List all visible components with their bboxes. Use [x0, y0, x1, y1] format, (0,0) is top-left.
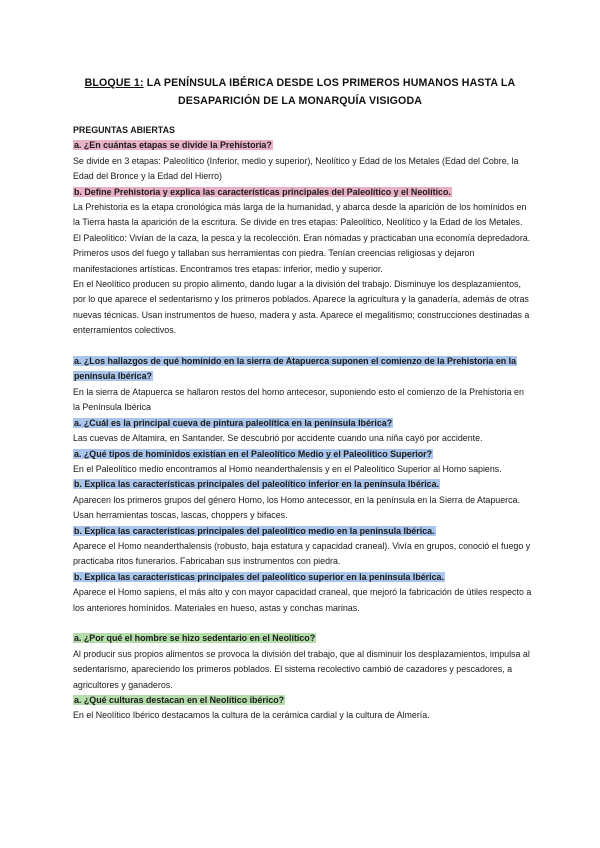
question-text: a. ¿Qué tipos de homínidos existían en el Paleolítico Medio y el Paleolítico Superior? [74, 448, 433, 459]
answer-paragraph: Aparece el Homo sapiens, el más alto y con mayor capacidad craneal, que mejoró la fabricación de útiles respecto a los anteriores homínidos. Materiales en hueso, astas y conchas marinas. [73, 587, 532, 613]
document-body [73, 123, 533, 724]
answer-paragraph: Las cuevas de Altamira, en Santander. Se descubrió por accidente cuando una niña cayó por accidente. [73, 433, 483, 444]
question-heading [73, 631, 533, 646]
question-heading [73, 138, 533, 153]
answer-paragraph: Se divide en 3 etapas: Paleolítico (Inferior, medio y superior), Neolítico y Edad de los Metales (Edad del Cobre, la Edad del Bronce y la Edad del Hierro) [73, 155, 519, 182]
block-spacer [73, 339, 533, 354]
question-heading [73, 524, 533, 539]
question-text: a. ¿Por qué el hombre se hizo sedentario en el Neolítico? [74, 633, 316, 644]
block-spacer [73, 616, 533, 631]
answer-paragraph: El Paleolítico: Vivían de la caza, la pesca y la recolección. Eran nómadas y practicaban una economía depredadora. Primeros usos del fuego y tallaban sus herramientas con piedra. Tenían creencias religiosas y dejaron manifestaciones artísticas. Encontramos tres etapas: inferior, medio y superior. [73, 232, 531, 274]
question-heading [73, 185, 533, 200]
question-text: a. ¿Cuál es la principal cueva de pintura paleolítica en la península Ibérica? [74, 417, 393, 428]
question-heading [73, 693, 533, 708]
answer-paragraph: En el Paleolítico medio encontramos al Homo neanderthalensis y en el Paleolítico Superior al Homo sapiens. [73, 463, 502, 474]
question-heading [73, 570, 533, 585]
answer-paragraph: En el Neolítico producen su propio alimento, dando lugar a la división del trabajo. Disminuye los desplazamientos, por lo que aparece el sedentarismo y los primeros poblados. Aparece la agricultura y la ganadería, además de otras nuevas técnicas. Usan instrumentos de hueso, madera y asta. Aparece el megalitismo; construcciones destinadas a enterramientos colectivos. [73, 279, 530, 336]
title-line-2: DESAPARICIÓN DE LA MONARQUÍA VISIGODA [177, 95, 423, 107]
question-text: a. ¿En cuántas etapas se divide la Prehistoria? [74, 140, 272, 151]
answer-paragraph: Aparecen los primeros grupos del género Homo, los Homo antecessor, en la península en la Sierra de Atapuerca. Usan herramientas toscas, lascas, choppers y bifaces. [73, 494, 520, 521]
question-text: b. Define Prehistoria y explica las características principales del Paleolítico y el Neolítico. [74, 186, 451, 197]
section-heading: PREGUNTAS ABIERTAS [73, 125, 175, 135]
title-line-1: LA PENÍNSULA IBÉRICA DESDE LOS PRIMEROS HUMANOS HASTA LA [143, 77, 516, 89]
question-text: a. ¿Los hallazgos de qué homínido en la sierra de Atapuerca suponen el comienzo de la Prehistoria en la península Ibérica? [74, 356, 517, 382]
question-heading [73, 354, 533, 385]
document-title [60, 74, 540, 110]
question-text: b. Explica las características principales del paleolítico medio en la península Ibérica. [74, 525, 435, 536]
question-text: b. Explica las características principales del paleolítico inferior en la península Ibérica. [74, 479, 440, 490]
question-heading [73, 447, 533, 462]
answer-paragraph: En la sierra de Atapuerca se hallaron restos del homo antecesor, suponiendo esto el comienzo de la Prehistoria en la Península Ibérica [73, 386, 524, 413]
question-text: a. ¿Qué culturas destacan en el Neolítico ibérico? [74, 695, 285, 705]
answer-paragraph: Al producir sus propios alimentos se provoca la división del trabajo, que al disminuir los desplazamientos, impulsa al sedentarismo, apareciendo los primeros poblados. El sistema recolectivo cambió de cazadores y pescadores, a agricultores y ganaderos. [73, 648, 530, 690]
title-lead: BLOQUE 1: [84, 77, 144, 89]
answer-paragraph: La Prehistoria es la etapa cronológica más larga de la humanidad, y abarca desde la aparición de los homínidos en la Tierra hasta la aparición de la escritura. Se divide en tres etapas: Paleolítico, Neolítico y la Edad de los Metales. [73, 202, 527, 228]
answer-paragraph: En el Neolítico Ibérico destacamos la cultura de la cerámica cardial y la cultura de Almería. [73, 710, 430, 721]
answer-paragraph: Aparece el Homo neanderthalensis (robusto, baja estatura y capacidad craneal). Vivía en grupos, conoció el fuego y practicaba ritos funerarios. Fabricaban sus instrumentos con piedra. [73, 540, 531, 567]
question-text: b. Explica las características principales del paleolítico superior en la península Ibérica. [74, 571, 444, 582]
question-heading [73, 477, 533, 492]
question-heading [73, 416, 533, 431]
